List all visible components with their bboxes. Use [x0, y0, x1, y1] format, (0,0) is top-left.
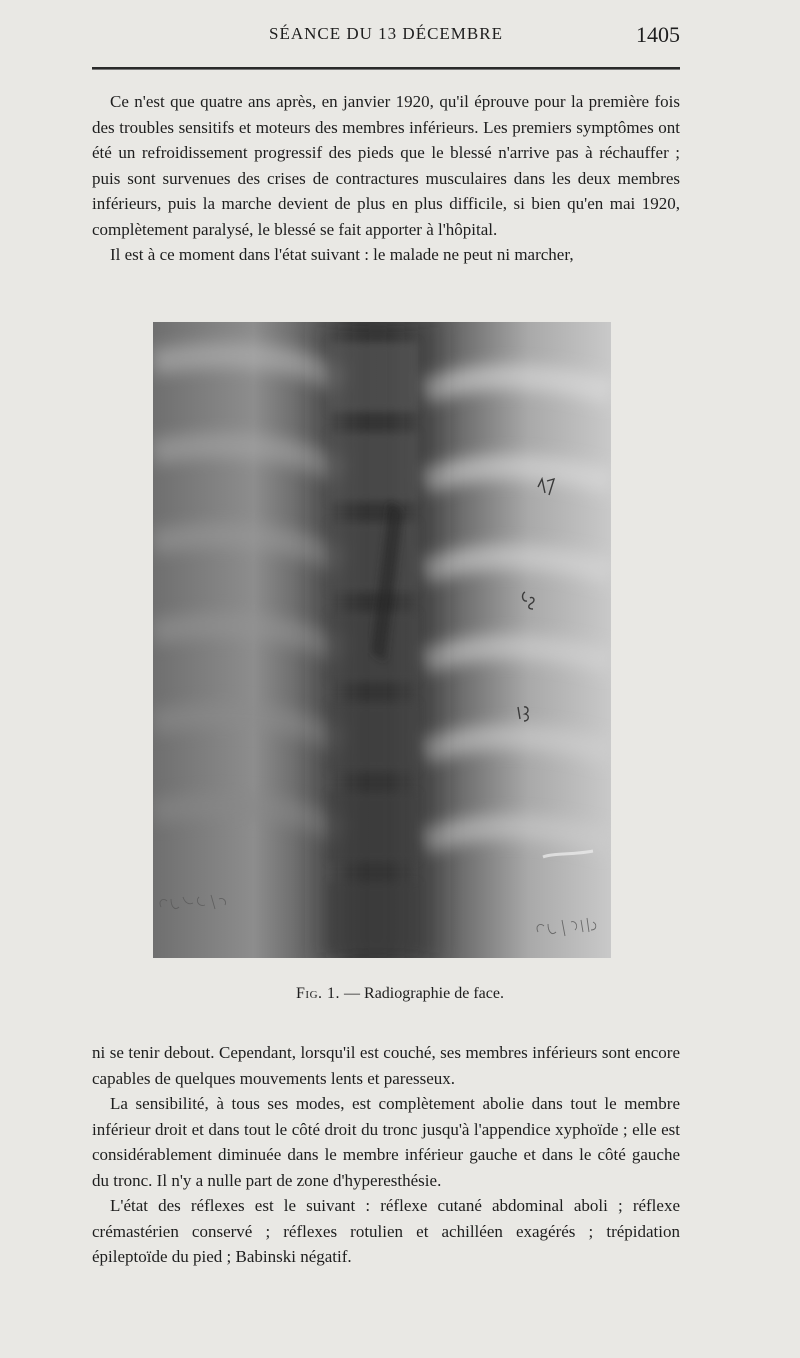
figure-caption-text: — Radiographie de face. [344, 985, 504, 1002]
text-before-figure [92, 89, 680, 268]
running-title: SÉANCE DU 13 DÉCEMBRE [269, 24, 503, 43]
radiograph-figure [153, 322, 611, 958]
radiograph-image [153, 322, 611, 958]
page-header [92, 24, 680, 54]
paragraph: Il est à ce moment dans l'état suivant : le malade ne peut ni marcher, [110, 245, 574, 264]
figure-label: Fig. 1. [296, 985, 341, 1002]
paragraph: La sensibilité, à tous ses modes, est complètement abolie dans tout le membre inférieur droit et dans tout le côté droit du tronc jusqu'à l'appendice xyphoïde ; elle est considérablement diminuée dans le membre inférieur gauche et dans le côté gauche du tronc. Il n'y a nulle part de zone d'hyperesthésie. [92, 1094, 680, 1190]
header-rule [92, 67, 680, 70]
page-number: 1405 [636, 22, 680, 47]
paragraph: ni se tenir debout. Cependant, lorsqu'il est couché, ses membres inférieurs sont encore capables de quelques mouvements lents et paresseux. [92, 1043, 680, 1088]
figure-caption [0, 985, 800, 1003]
text-after-figure [92, 1040, 680, 1270]
paragraph: L'état des réflexes est le suivant : réflexe cutané abdominal aboli ; réflexe crémastérien conservé ; réflexes rotulien et achilléen exagérés ; trépidation épileptoïde du pied ; Babinski négatif. [92, 1196, 680, 1266]
paragraph: Ce n'est que quatre ans après, en janvier 1920, qu'il éprouve pour la première fois des troubles sensitifs et moteurs des membres inférieurs. Les premiers symptômes ont été un refroidissement progressif des pieds que le blessé n'arrive pas à réchauffer ; puis sont survenues des crises de contractures musculaires dans les deux membres inférieurs, puis la marche devient de plus en plus difficile, si bien qu'en mai 1920, complètement paralysé, le blessé se fait apporter à l'hôpital. [92, 92, 680, 239]
